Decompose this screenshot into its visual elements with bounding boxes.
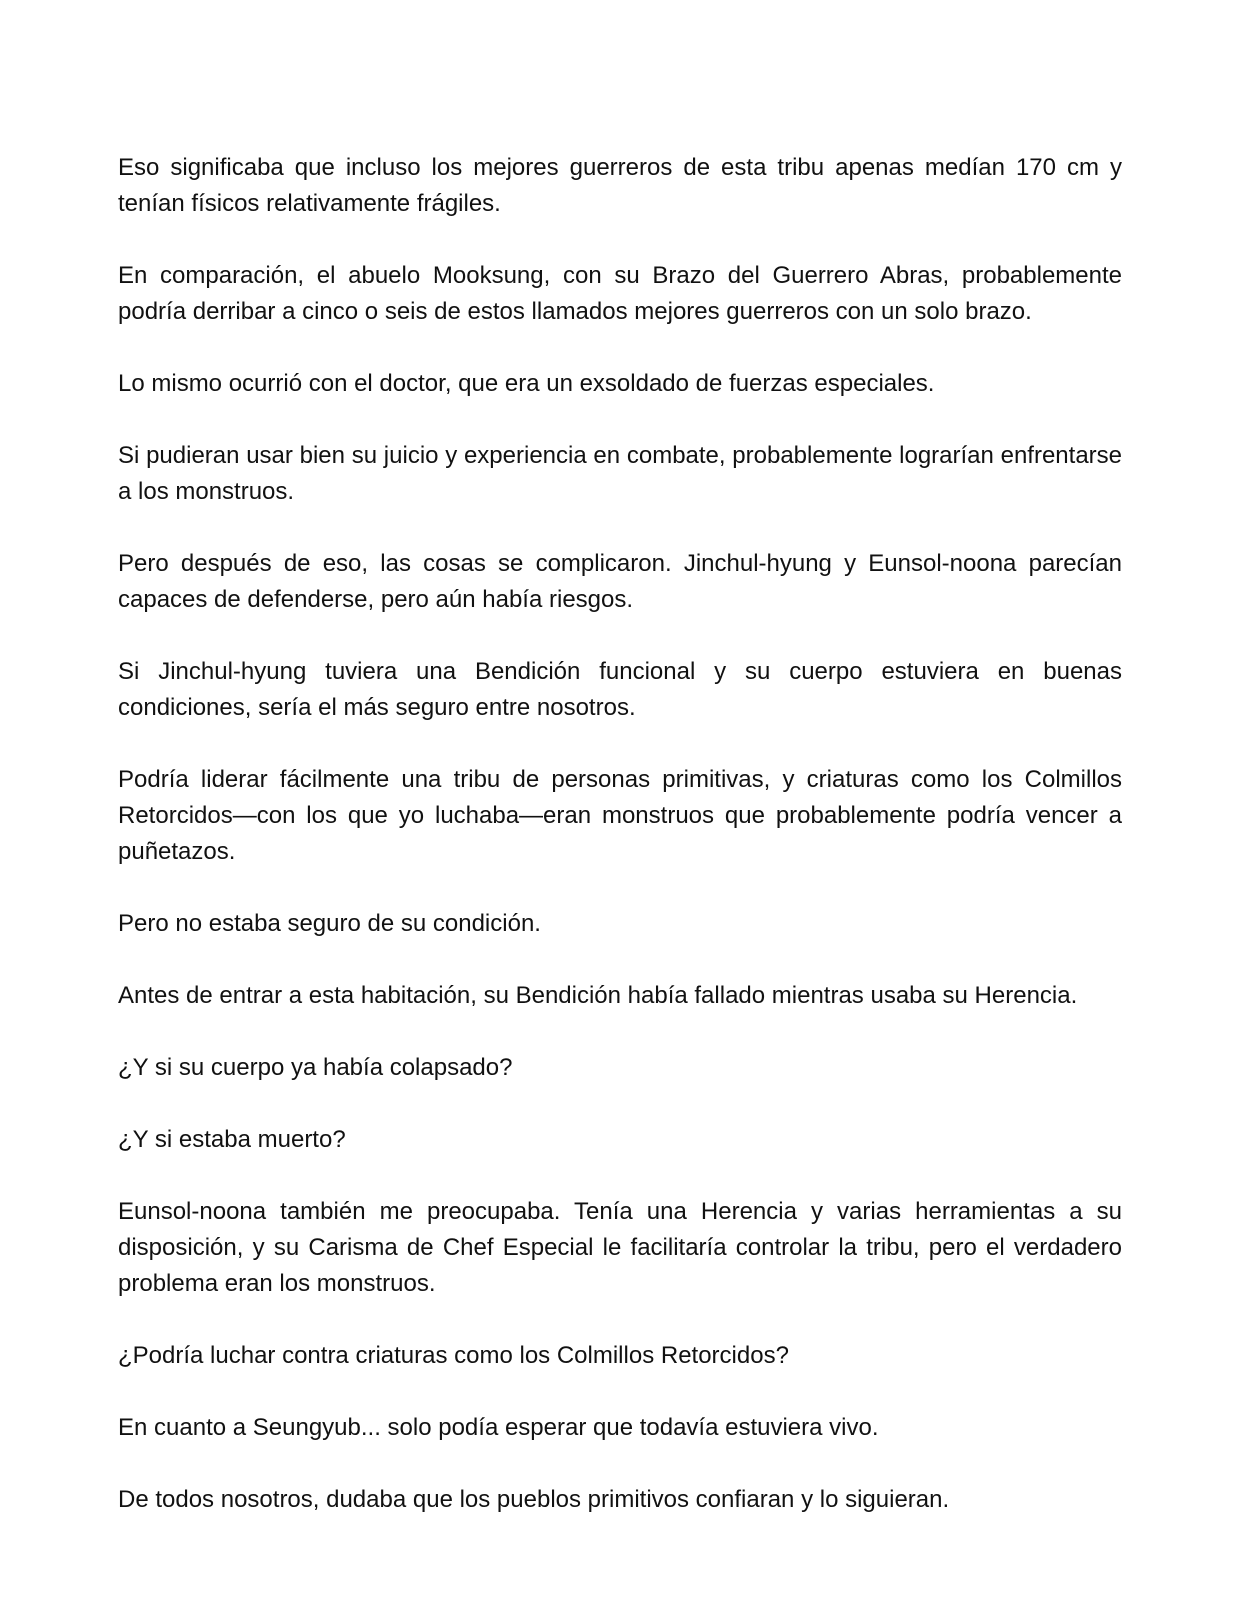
paragraph: Podría liderar fácilmente una tribu de personas primitivas, y criaturas como los Colmillos Retorcidos—con los que yo luchaba—eran monstruos que probablemente podría vencer a puñetazos. (118, 766, 1122, 865)
paragraph: En cuanto a Seungyub... solo podía esperar que todavía estuviera vivo. (118, 1414, 879, 1441)
paragraph: Si pudieran usar bien su juicio y experiencia en combate, probablemente lograrían enfrentarse a los monstruos. (118, 442, 1122, 505)
paragraph: ¿Y si su cuerpo ya había colapsado? (118, 1054, 513, 1081)
paragraph: Antes de entrar a esta habitación, su Bendición había fallado mientras usaba su Herencia. (118, 982, 1078, 1009)
paragraph: Si Jinchul-hyung tuviera una Bendición funcional y su cuerpo estuviera en buenas condiciones, sería el más seguro entre nosotros. (118, 658, 1122, 721)
paragraph: Eso significaba que incluso los mejores guerreros de esta tribu apenas medían 170 cm y tenían físicos relativamente frágiles. (118, 154, 1122, 217)
paragraph: ¿Podría luchar contra criaturas como los Colmillos Retorcidos? (118, 1342, 789, 1369)
paragraph: Lo mismo ocurrió con el doctor, que era un exsoldado de fuerzas especiales. (118, 370, 935, 397)
document-body (118, 150, 1122, 1554)
paragraph: En comparación, el abuelo Mooksung, con su Brazo del Guerrero Abras, probablemente podría derribar a cinco o seis de estos llamados mejores guerreros con un solo brazo. (118, 262, 1122, 325)
paragraph: Pero después de eso, las cosas se complicaron. Jinchul-hyung y Eunsol-noona parecían capaces de defenderse, pero aún había riesgos. (118, 550, 1122, 613)
paragraph: Eunsol-noona también me preocupaba. Tenía una Herencia y varias herramientas a su disposición, y su Carisma de Chef Especial le facilitaría controlar la tribu, pero el verdadero problema eran los monstruos. (118, 1198, 1122, 1297)
paragraph: ¿Y si estaba muerto? (118, 1126, 346, 1153)
paragraph: De todos nosotros, dudaba que los pueblos primitivos confiaran y lo siguieran. (118, 1486, 950, 1513)
paragraph: Pero no estaba seguro de su condición. (118, 910, 541, 937)
